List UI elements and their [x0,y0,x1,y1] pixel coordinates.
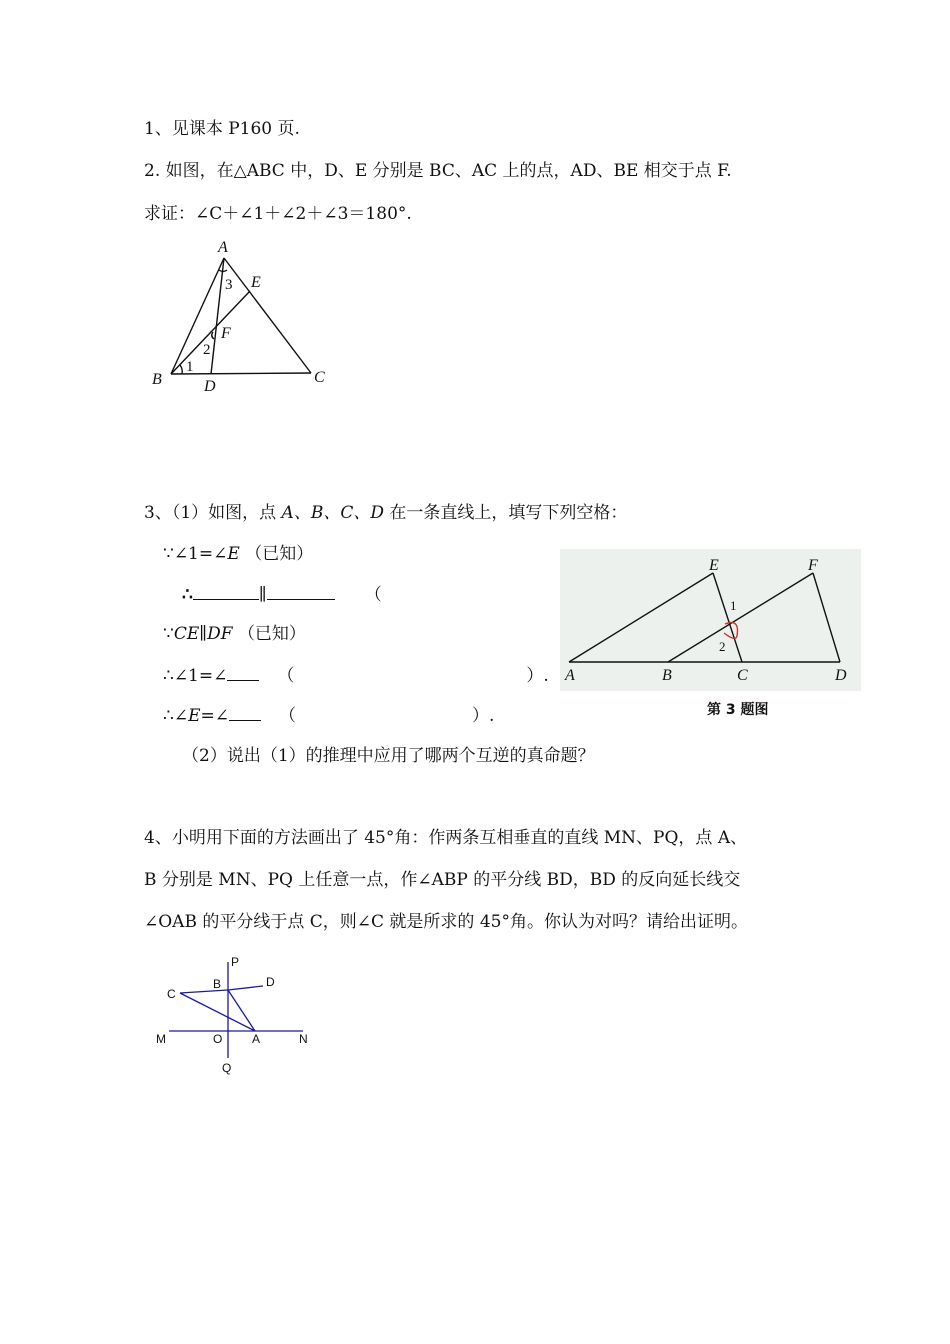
q4-label-m: M [156,1032,166,1046]
q4-label-n: N [299,1032,308,1046]
q3-label-e: E [709,557,719,574]
q2-label-angle2: 2 [203,342,211,358]
q3-label-angle2: 2 [719,639,726,654]
q3-step1-var: E [227,544,240,564]
q2-prove: 求证：∠C＋∠1＋∠2＋∠3＝180°. [144,204,412,224]
q3-intro-suffix: 在一条直线上，填写下列空格： [383,503,628,523]
q4-label-o: O [213,1032,223,1046]
q2-label-a: A [218,239,228,256]
q3-intro-prefix: 3、（1）如图，点 [144,503,282,523]
q3-label-c: C [737,667,748,684]
q3-step2-sym: ∴ [182,585,193,605]
q2-label-angle1: 1 [186,359,194,375]
q2-label-angle3: 3 [225,277,233,293]
q4-line3: ∠OAB 的平分线于点 C，则∠C 就是所求的 45°角。你认为对吗？请给出证明。 [144,912,748,932]
q1-text: 1、见课本 P160 页. [144,119,300,139]
q2-label-b: B [152,371,162,388]
q3-step4-open: （ [277,666,295,686]
q3-label-angle1: 1 [730,598,737,613]
q3-step3-note: （已知） [237,624,306,644]
q3-step4-sym: ∴∠1=∠ [163,666,228,686]
q3-step1-note: （已知） [245,544,314,564]
q2-label-e: E [251,274,261,291]
q3-step3-expr: CE∥DF [173,624,233,644]
q4-line-bd [228,986,263,990]
q2-label-c: C [314,369,325,386]
q4-label-a: A [252,1032,261,1046]
q3-label-b: B [662,667,672,684]
q3-step2-parallel: ∥ [258,585,267,605]
q3-step4-close: ）. [526,666,549,686]
q3-step3-sym: ∵ [163,624,174,644]
q4-label-c: C [167,987,176,1001]
q4-label-d: D [266,975,275,989]
q3-step5-close: ）. [471,706,495,726]
q2-label-d: D [204,378,216,395]
q4-line2: B 分别是 MN、PQ 上任意一点，作∠ABP 的平分线 BD，BD 的反向延长线交 [144,870,741,890]
q4-label-b: B [213,977,222,991]
q4-line-ca [180,993,255,1031]
q3-step5-sym: ∴∠ [163,706,189,726]
q3-intro-points: A、B、C、D [281,503,384,523]
q3-label-f: F [808,557,818,574]
q3-label-d: D [835,667,847,684]
q3-label-a: A [565,667,575,684]
q4-line1: 4、小明用下面的方法画出了 45°角：作两条互相垂直的直线 MN、PQ，点 A、 [144,828,748,848]
q4-label-p: P [231,955,240,969]
q3-step1-sym: ∵∠1=∠ [163,544,228,564]
q4-label-q: Q [222,1061,232,1075]
q3-step5-open: （ [278,706,296,726]
q3-part2: （2）说出（1）的推理中应用了哪两个互逆的真命题？ [182,746,595,766]
q3-step2-paren: （ [364,585,382,605]
q2-label-f: F [221,325,231,342]
q3-step5-var: E [188,706,201,726]
q2-statement: 2. 如图，在△ABC 中，D、E 分别是 BC、AC 上的点，AD、BE 相交于点 F. [144,161,732,181]
q3-figure-caption: 第 3 题图 [707,702,769,718]
q3-step5-mid: =∠ [200,706,229,726]
